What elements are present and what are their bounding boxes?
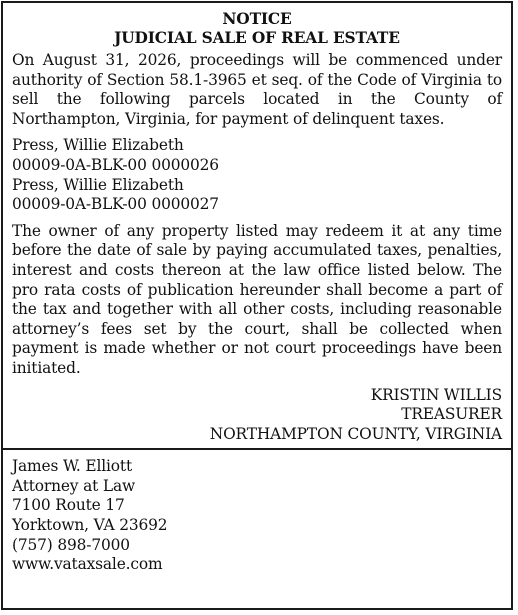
notice-subtitle: JUDICIAL SALE OF REAL ESTATE	[114, 28, 400, 47]
notice-heading	[12, 10, 502, 47]
legal-notice	[1, 1, 513, 610]
parcel-id: 00009-0A-BLK-00 0000026	[12, 155, 219, 174]
section-divider	[3, 448, 511, 450]
redemption-paragraph: The owner of any property listed may redeem it at any time before the date of sale by paying accumulated taxes, penalties, interest and costs thereon at the law office listed below. The pro rata costs of publication hereunder shall become a part of the tax and together with all other costs, including reasonable attorney’s fees set by the court, shall be collected when payment is made whether or not court proceedings have been initiated.	[12, 221, 502, 377]
attorney-block	[12, 457, 502, 575]
attorney-role: Attorney at Law	[12, 476, 136, 495]
treasurer-name: KRISTIN WILLIS	[370, 385, 502, 404]
attorney-street: 7100 Route 17	[12, 496, 125, 515]
signature-block	[12, 386, 502, 445]
attorney-city: Yorktown, VA 23692	[12, 516, 168, 535]
parcel-owner: Press, Willie Elizabeth	[12, 175, 184, 194]
county-name: NORTHAMPTON COUNTY, VIRGINIA	[209, 424, 502, 443]
attorney-name: James W. Elliott	[12, 457, 132, 476]
intro-paragraph: On August 31, 2026, proceedings will be commenced under authority of Section 58.1-3965 et seq. of the Code of Virginia to sell the following parcels located in the County of Northampton, Virginia, for payment of delinquent taxes.	[12, 51, 502, 128]
parcel-id: 00009-0A-BLK-00 0000027	[12, 195, 219, 214]
parcel-owner: Press, Willie Elizabeth	[12, 136, 184, 155]
attorney-phone: (757) 898-7000	[12, 535, 130, 554]
attorney-website: www.vataxsale.com	[12, 555, 163, 574]
treasurer-title: TREASURER	[401, 405, 502, 424]
notice-title: NOTICE	[222, 10, 292, 28]
parcel-list	[12, 136, 502, 214]
